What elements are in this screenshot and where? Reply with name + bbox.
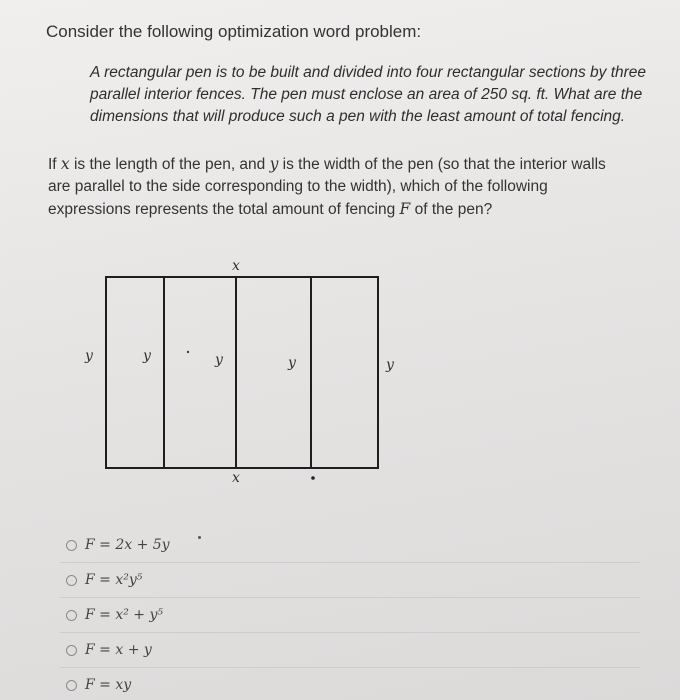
radio-button[interactable]: [66, 645, 77, 656]
stray-dot: [187, 351, 189, 353]
option-label: F = 2x + 5y: [85, 537, 170, 553]
answer-option[interactable]: [60, 562, 640, 597]
answer-option[interactable]: [60, 528, 640, 562]
option-label: F = x² + y⁵: [85, 607, 164, 623]
width-label: y: [143, 348, 151, 364]
option-label: F = x²y⁵: [85, 572, 143, 588]
width-label: y: [386, 357, 394, 373]
radio-button[interactable]: [66, 610, 77, 621]
problem-line: parallel interior fences. The pen must enclose an area of 250 sq. ft. What are the: [90, 86, 643, 103]
option-label: F = xy: [85, 677, 132, 693]
top-length-label: x: [232, 258, 240, 274]
answer-option[interactable]: [60, 632, 640, 667]
stray-dot: [311, 476, 315, 480]
answer-option[interactable]: [60, 667, 640, 700]
problem-line: A rectangular pen is to be built and divided into four rectangular sections by three: [90, 64, 647, 81]
bottom-length-label: x: [232, 470, 240, 486]
question-line: expressions represents the total amount of fencing F of the pen?: [48, 200, 493, 218]
answer-option[interactable]: [60, 597, 640, 632]
radio-button[interactable]: [66, 575, 77, 586]
width-label: y: [215, 352, 223, 368]
width-label: y: [288, 355, 296, 371]
question-line: are parallel to the side corresponding to the width), which of the following: [48, 178, 548, 195]
intro-text: Consider the following optimization word problem:: [46, 22, 422, 41]
width-label: y: [85, 348, 93, 364]
problem-line: dimensions that will produce such a pen with the least amount of total fencing.: [90, 108, 626, 125]
answer-choices: [60, 528, 640, 700]
radio-button[interactable]: [66, 540, 77, 551]
question-line: If x is the length of the pen, and y is the width of the pen (so that the interior walls: [48, 155, 606, 173]
radio-button[interactable]: [66, 680, 77, 691]
pen-outline: [106, 277, 378, 468]
option-label: F = x + y: [85, 642, 152, 658]
